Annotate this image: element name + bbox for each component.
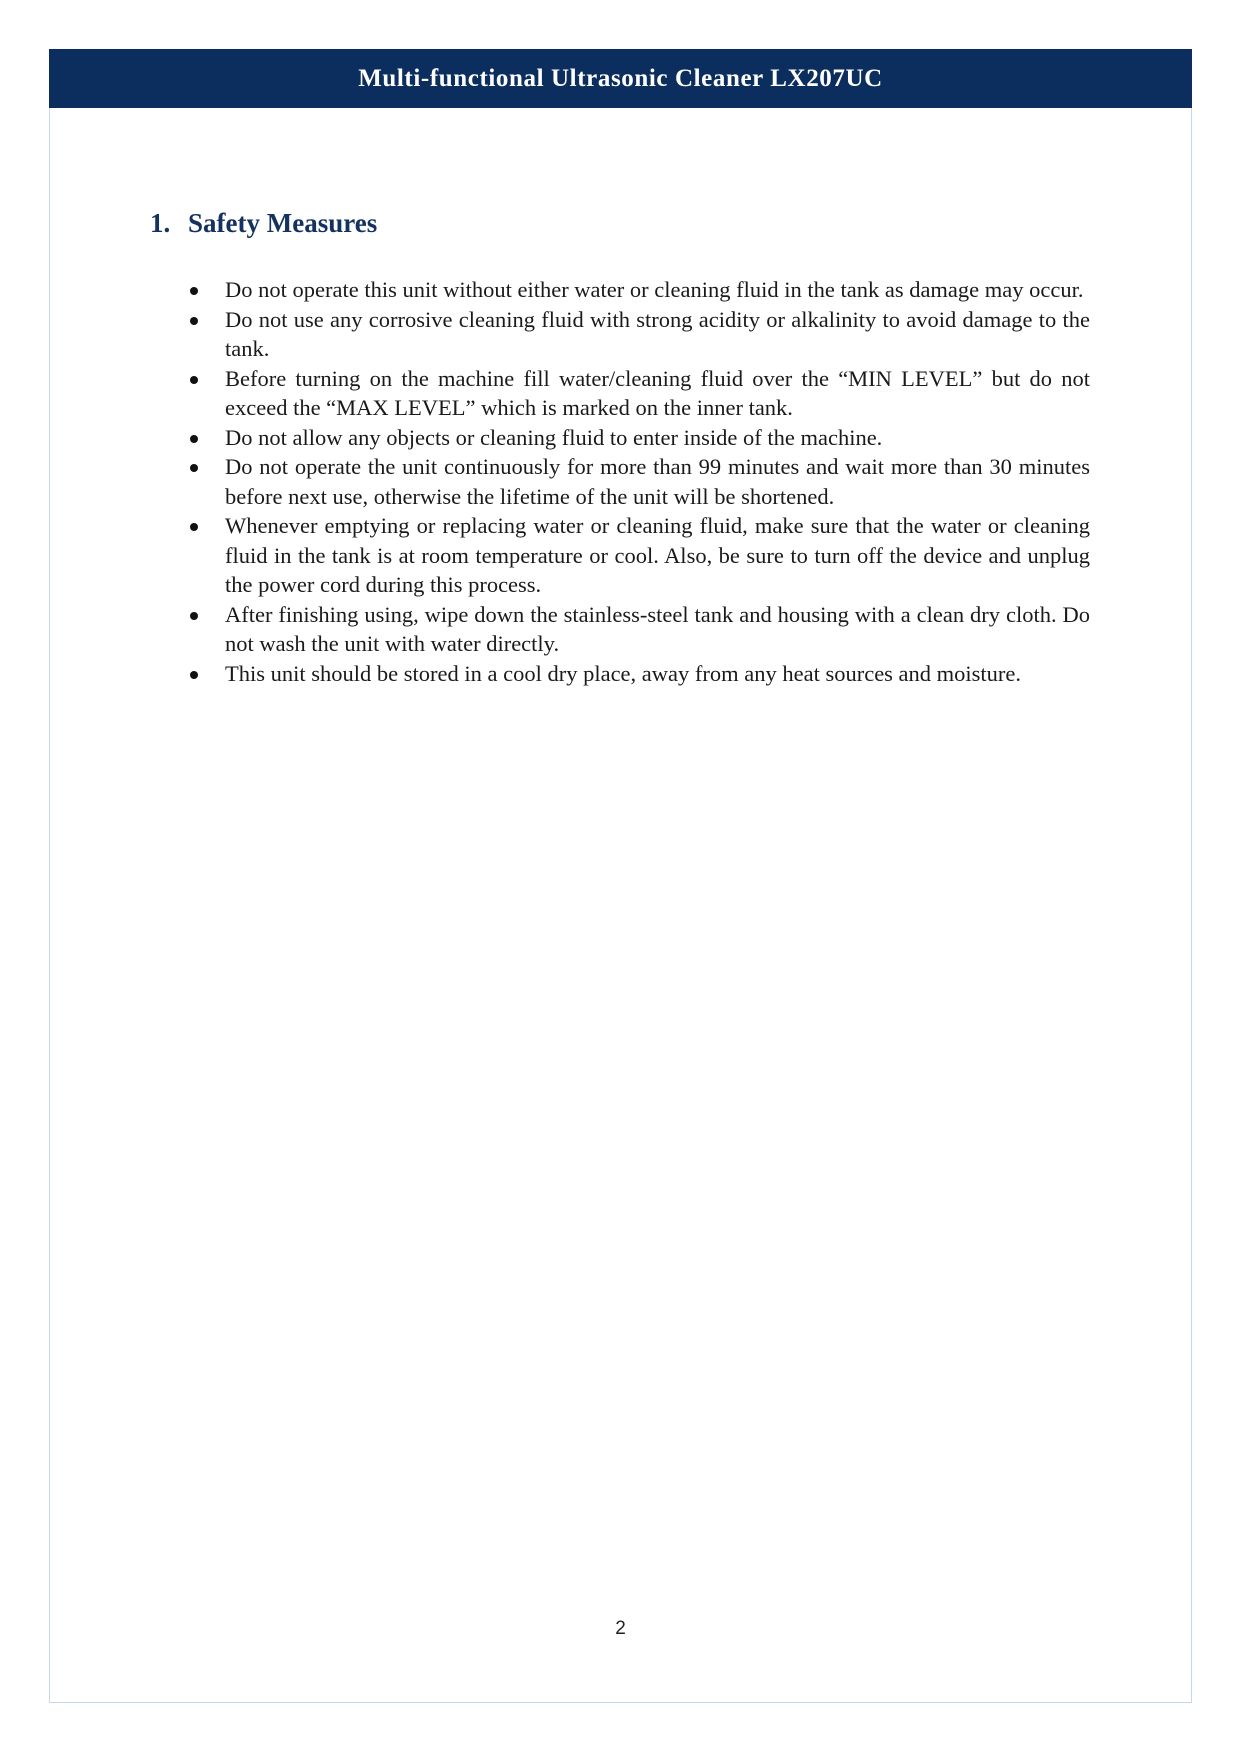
list-item xyxy=(188,305,1090,364)
document-title: Multi-functional Ultrasonic Cleaner LX207UC xyxy=(358,64,883,92)
list-item-text: After finishing using, wipe down the stainless-steel tank and housing with a clean dry cloth. Do not wash the unit with water directly. xyxy=(225,601,1090,656)
bullet-icon xyxy=(190,612,198,620)
bullet-icon xyxy=(190,464,198,472)
bullet-icon xyxy=(190,523,198,531)
list-item xyxy=(188,600,1090,659)
list-item-text: Do not allow any objects or cleaning fluid to enter inside of the machine. xyxy=(225,424,883,450)
page-number: 2 xyxy=(615,1618,626,1639)
list-item xyxy=(188,452,1090,511)
section-number: 1. xyxy=(150,208,171,238)
list-item-text: Do not operate the unit continuously for more than 99 minutes and wait more than 30 minutes before next use, otherwise the lifetime of the unit will be shortened. xyxy=(225,454,1090,509)
list-item xyxy=(188,511,1090,600)
list-item xyxy=(188,659,1090,689)
list-item xyxy=(188,275,1090,305)
bullet-icon xyxy=(190,671,198,679)
section-heading xyxy=(150,208,377,239)
list-item-text: Before turning on the machine fill water/cleaning fluid over the “MIN LEVEL” but do not exceed the “MAX LEVEL” which is marked on the inner tank. xyxy=(225,365,1090,420)
list-item-text: Do not operate this unit without either water or cleaning fluid in the tank as damage may occur. xyxy=(225,277,1084,302)
bullet-icon xyxy=(190,317,198,325)
list-item-text: This unit should be stored in a cool dry place, away from any heat sources and moisture. xyxy=(225,660,1022,686)
bullet-icon xyxy=(190,435,198,443)
list-item-text: Do not use any corrosive cleaning fluid with strong acidity or alkalinity to avoid damage to the tank. xyxy=(225,306,1090,361)
bullet-icon xyxy=(190,287,198,295)
list-item xyxy=(188,364,1090,423)
header-bar xyxy=(49,49,1192,108)
bullet-icon xyxy=(190,376,198,384)
section-title: Safety Measures xyxy=(188,208,378,238)
list-item-text: Whenever emptying or replacing water or cleaning fluid, make sure that the water or cleaning fluid in the tank is at room temperature or cool. Also, be sure to turn off the device and unplug the power cord during this process. xyxy=(225,513,1090,597)
safety-bullet-list xyxy=(188,275,1090,688)
list-item xyxy=(188,423,1090,453)
